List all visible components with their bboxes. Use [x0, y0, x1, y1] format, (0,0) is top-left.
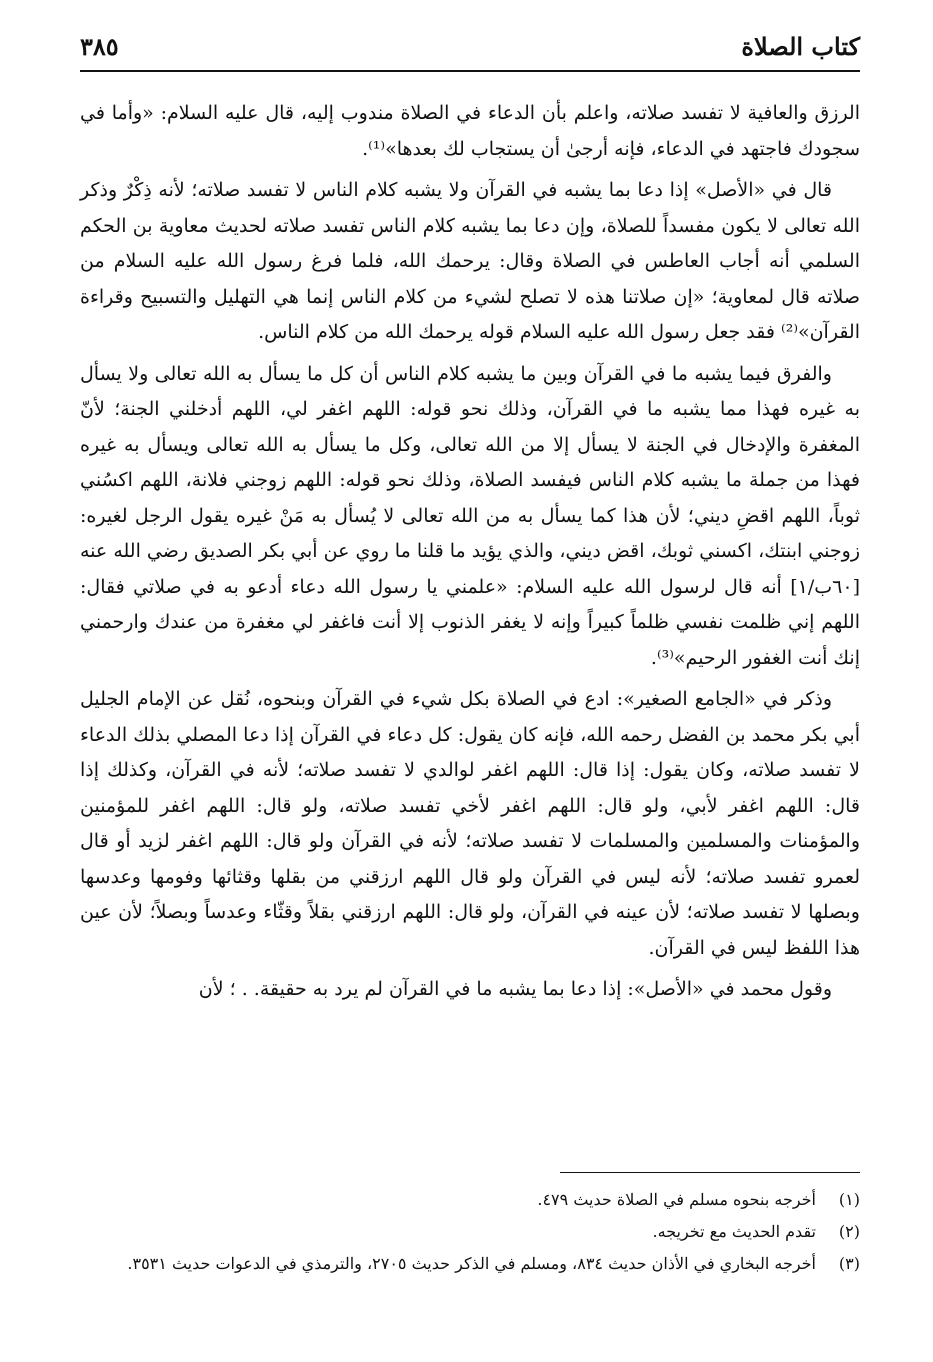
- page-number: ٣٨٥: [80, 32, 119, 61]
- paragraph: وقول محمد في «الأصل»: إذا دعا بما يشبه ما في القرآن لم يرد به حقيقة. . ؛ لأن: [198, 978, 832, 1000]
- footnote: [80, 1185, 860, 1215]
- page-header: [80, 22, 860, 72]
- footnote: [80, 1249, 860, 1279]
- footnote-number: (١): [838, 1190, 860, 1209]
- footnote-text: تقدم الحديث مع تخريجه.: [652, 1222, 816, 1241]
- book-page: [80, 22, 860, 1342]
- footnote-text: أخرجه بنحوه مسلم في الصلاة حديث ٤٧٩.: [537, 1190, 816, 1209]
- paragraph: وذكر في «الجامع الصغير»: ادع في الصلاة بكل شيء في القرآن وبنحوه، نُقل عن الإمام الجليل أبي بكر محمد بن الفضل رحمه الله، فإنه كان يقول: كل دعاء في القرآن إذا دعا المصلي بذلك الدعاء لا تفسد صلاته، وكان يقول: إذا قال: اللهم اغفر لوالدي لا تفسد صلاته؛ لأنه في القرآن، وكذلك إذا قال: اللهم اغفر لأبي، ولو قال: اللهم اغفر لأخي تفسد صلاته، ولو قال: اللهم اغفر للمؤمنين والمؤمنات والمسلمين والمسلمات لا تفسد صلاته؛ لأنه في القرآن ولو قال: اللهم اغفر لزيد أو قال لعمرو تفسد صلاته؛ لأنه ليس في القرآن ولو قال اللهم ارزقني من بقلها وقثائها وفومها وعدسها وبصلها لا تفسد صلاته؛ لأن عينه في القرآن، ولو قال: اللهم ارزقني بقلاً وقثّاء وعدساً وبصلاً؛ لأن عين هذا اللفظ ليس في القرآن.: [80, 688, 860, 959]
- footnote-text: أخرجه البخاري في الأذان حديث ٨٣٤، ومسلم في الذكر حديث ٢٧٠٥، والترمذي في الدعوات حديث ٣٥٣١.: [127, 1254, 816, 1273]
- paragraph: قال في «الأصل» إذا دعا بما يشبه في القرآن ولا يشبه كلام الناس لا تفسد صلاته؛ لأنه ذِكْرٌ وذكر الله تعالى لا يكون مفسداً للصلاة، وإن دعا بما يشبه كلام الناس تفسد صلاته لحديث معاوية بن الحكم السلمي أنه أجاب العاطس في الصلاة وقال: يرحمك الله، فلما فرغ رسول الله عليه السلام من صلاته قال لمعاوية؛ «إن صلاتنا هذه لا تصلح لشيء من كلام الناس إنما هي التهليل والتسبيح وقراءة القرآن»⁽²⁾ فقد جعل رسول الله عليه السلام قوله يرحمك الله من كلام الناس.: [80, 179, 860, 343]
- footnotes: [80, 1172, 860, 1281]
- paragraph: الرزق والعافية لا تفسد صلاته، واعلم بأن الدعاء في الصلاة مندوب إليه، قال عليه السلام: «وأما في سجودك فاجتهد في الدعاء، فإنه أرجىٰ أن يستجاب لك بعدها»⁽¹⁾.: [80, 102, 860, 160]
- footnote: [80, 1217, 860, 1247]
- footnote-divider: [560, 1172, 860, 1173]
- footnote-number: (٣): [838, 1254, 860, 1273]
- running-title: كتاب الصلاة: [741, 32, 860, 61]
- paragraph: والفرق فيما يشبه ما في القرآن وبين ما يشبه كلام الناس أن كل ما يسأل به الله تعالى ولا يسأل به غيره فهذا مما يشبه ما في القرآن، وذلك نحو قوله: اللهم اغفر لي، اللهم أدخلني الجنة؛ لأنّ المغفرة والإدخال في الجنة لا يسأل إلا من الله تعالى، وكل ما يسأل به الله تعالى ويسأل به غيره فهذا من جملة ما يشبه كلام الناس فيفسد الصلاة، وذلك نحو قوله: اللهم زوجني فلانة، اللهم اكسُني ثوباً، اللهم اقضِ ديني؛ لأن هذا كما يسأل به من الله تعالى لا يُسأل به مَنْ غيره يقول الرجل لغيره: زوجني ابنتك، اكسني ثوبك، اقض ديني، والذي يؤيد ما قلنا ما روي عن أبي بكر الصديق رضي الله عنه [٦٠ب/١] أنه قال لرسول الله عليه السلام: «علمني يا رسول الله دعاء أدعو به في صلاتي فقال: اللهم إني ظلمت نفسي ظلماً كبيراً وإنه لا يغفر الذنوب إلا أنت فاغفر لي مغفرة من عندك وارحمني إنك أنت الغفور الرحيم»⁽³⁾.: [80, 362, 861, 669]
- main-text: [80, 96, 860, 1008]
- footnote-number: (٢): [838, 1222, 860, 1241]
